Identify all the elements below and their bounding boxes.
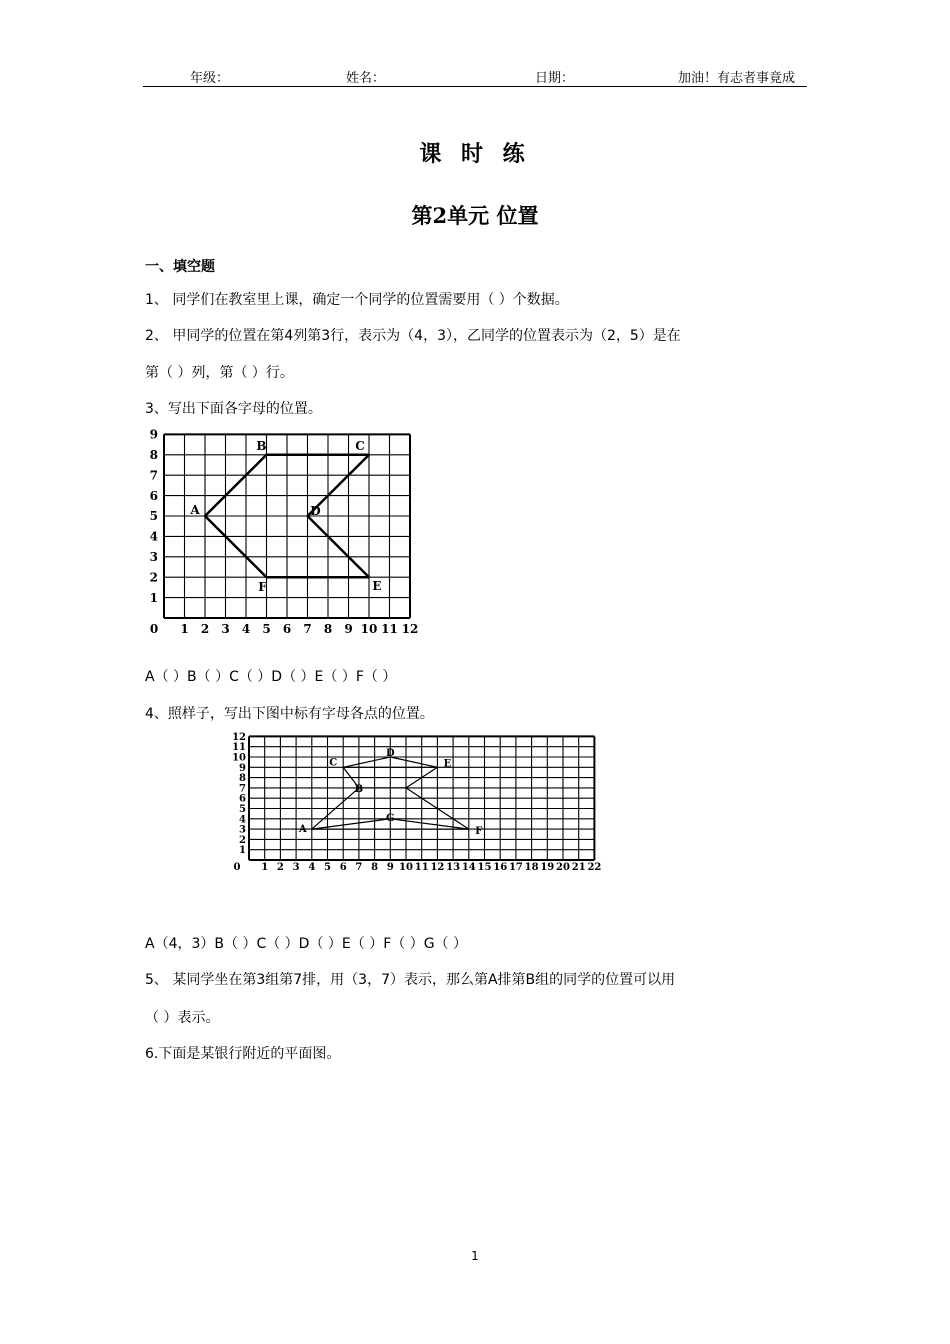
grade-label: 年级： (190, 71, 230, 86)
x-tick-label: 3 (292, 862, 300, 873)
y-tick-label: 7 (239, 783, 246, 795)
question-4: 4、照样子，写出下图中标有字母各点的位置。 (145, 706, 434, 722)
x-tick-label: 8 (323, 622, 333, 636)
x-tick-label: 1 (180, 622, 189, 636)
header-rule (143, 86, 807, 87)
y-tick-label: 12 (232, 731, 246, 743)
shape-segment (390, 819, 469, 829)
y-tick-label: 9 (239, 762, 246, 774)
point-label-b: B (256, 438, 267, 453)
question-2-line1: 2、 甲同学的位置在第4列第3行，表示为（4，3），乙同学的位置表示为（2，5）是在 (145, 328, 681, 344)
x-tick-label: 10 (399, 862, 413, 873)
x-tick-label: 7 (355, 862, 363, 873)
x-tick-label: 4 (308, 862, 316, 873)
question-3: 3、写出下面各字母的位置。 (145, 401, 322, 417)
point-label-e: E (372, 579, 382, 594)
x-tick-label: 22 (587, 862, 602, 873)
x-tick-label: 21 (571, 862, 586, 873)
shape-segment (205, 516, 267, 577)
question-3-answers: A（ ）B（ ）C（ ）D（ ）E（ ）F（ ） (145, 669, 397, 685)
y-tick-label: 4 (239, 814, 246, 826)
x-tick-label: 18 (524, 862, 539, 873)
x-tick-label: 16 (493, 862, 508, 873)
x-tick-label: 6 (339, 862, 347, 873)
y-tick-label: 8 (239, 773, 246, 785)
y-tick-label: 4 (149, 529, 158, 544)
point-label-a: A (190, 503, 200, 517)
y-tick-label: 5 (149, 509, 158, 524)
question-1: 1、 同学们在教室里上课，确定一个同学的位置需要用（ ）个数据。 (145, 292, 569, 308)
x-tick-label: 11 (414, 862, 429, 873)
x-tick-label: 7 (303, 622, 312, 636)
x-tick-label: 3 (221, 622, 230, 636)
x-tick-label: 14 (461, 862, 476, 873)
y-tick-label: 6 (239, 793, 246, 805)
page-subtitle: 第2单元 位置 (411, 203, 539, 228)
y-tick-label: 8 (149, 448, 158, 462)
section-heading: 一、填空题 (145, 259, 215, 275)
name-label: 姓名： (346, 71, 386, 86)
date-label: 日期： (535, 71, 575, 86)
point-label-d: D (310, 504, 321, 518)
x-tick-label: 9 (386, 862, 394, 873)
x-tick-label: 12 (430, 862, 445, 873)
y-tick-label: 3 (239, 824, 246, 836)
page-title: 课 时 练 (419, 141, 531, 167)
x-tick-label: 6 (282, 622, 292, 636)
y-tick-label: 5 (239, 804, 246, 815)
x-tick-label: 2 (276, 862, 284, 873)
x-tick-label: 0 (149, 622, 159, 636)
x-tick-label: 15 (477, 862, 492, 873)
figure-2-grid (222, 724, 622, 874)
question-5-line1: 5、 某同学坐在第3组第7排，用（3，7）表示，那么第A排第B组的同学的位置可以用 (145, 972, 676, 988)
y-tick-label: 7 (149, 468, 158, 483)
point-label-a: A (298, 824, 307, 836)
x-tick-label: 4 (241, 622, 251, 636)
shape-segment (343, 757, 390, 767)
x-tick-label: 11 (381, 622, 398, 636)
shape-segment (312, 819, 391, 829)
point-label-c: C (355, 438, 365, 453)
point-label-g: G (386, 812, 395, 824)
y-tick-label: 2 (149, 570, 158, 585)
page-number: 1 (471, 1249, 479, 1263)
y-tick-label: 3 (149, 550, 158, 564)
x-tick-label: 10 (360, 622, 378, 636)
y-tick-label: 1 (149, 590, 158, 605)
shape-segment (390, 757, 437, 767)
y-tick-label: 6 (149, 488, 158, 503)
point-label-f: F (475, 826, 483, 838)
y-tick-label: 10 (232, 752, 246, 764)
x-tick-label: 2 (200, 622, 210, 636)
x-tick-label: 13 (446, 862, 461, 873)
x-tick-label: 17 (508, 862, 523, 873)
x-tick-label: 20 (556, 862, 570, 873)
point-label-d: D (385, 748, 395, 759)
y-tick-label: 11 (232, 742, 246, 754)
x-tick-label: 0 (233, 862, 241, 873)
header-motto: 加油！有志者事竟成 (678, 71, 796, 86)
figure-1-grid (140, 422, 440, 642)
x-tick-label: 9 (344, 622, 353, 636)
question-5-line2: （ ）表示。 (145, 1010, 220, 1026)
x-tick-label: 19 (540, 862, 555, 873)
point-label-c: C (329, 757, 338, 769)
question-2-line2: 第（ ）列，第（ ）行。 (145, 365, 294, 381)
y-tick-label: 2 (239, 834, 246, 846)
point-label-e: E (443, 758, 452, 770)
x-tick-label: 12 (401, 622, 419, 636)
x-tick-label: 1 (261, 862, 269, 873)
question-6: 6.下面是某银行附近的平面图。 (145, 1046, 341, 1062)
x-tick-label: 8 (371, 862, 379, 873)
point-label-f: F (258, 580, 267, 595)
y-tick-label: 9 (149, 427, 158, 442)
shape-segment (205, 455, 267, 516)
x-tick-label: 5 (324, 862, 331, 873)
point-label-b: B (354, 783, 364, 795)
x-tick-label: 5 (262, 622, 271, 636)
y-tick-label: 1 (239, 845, 246, 857)
question-4-answers: A（4，3）B（ ）C（ ）D（ ）E（ ）F（ ）G（ ） (145, 936, 467, 952)
shape-segment (308, 516, 370, 577)
